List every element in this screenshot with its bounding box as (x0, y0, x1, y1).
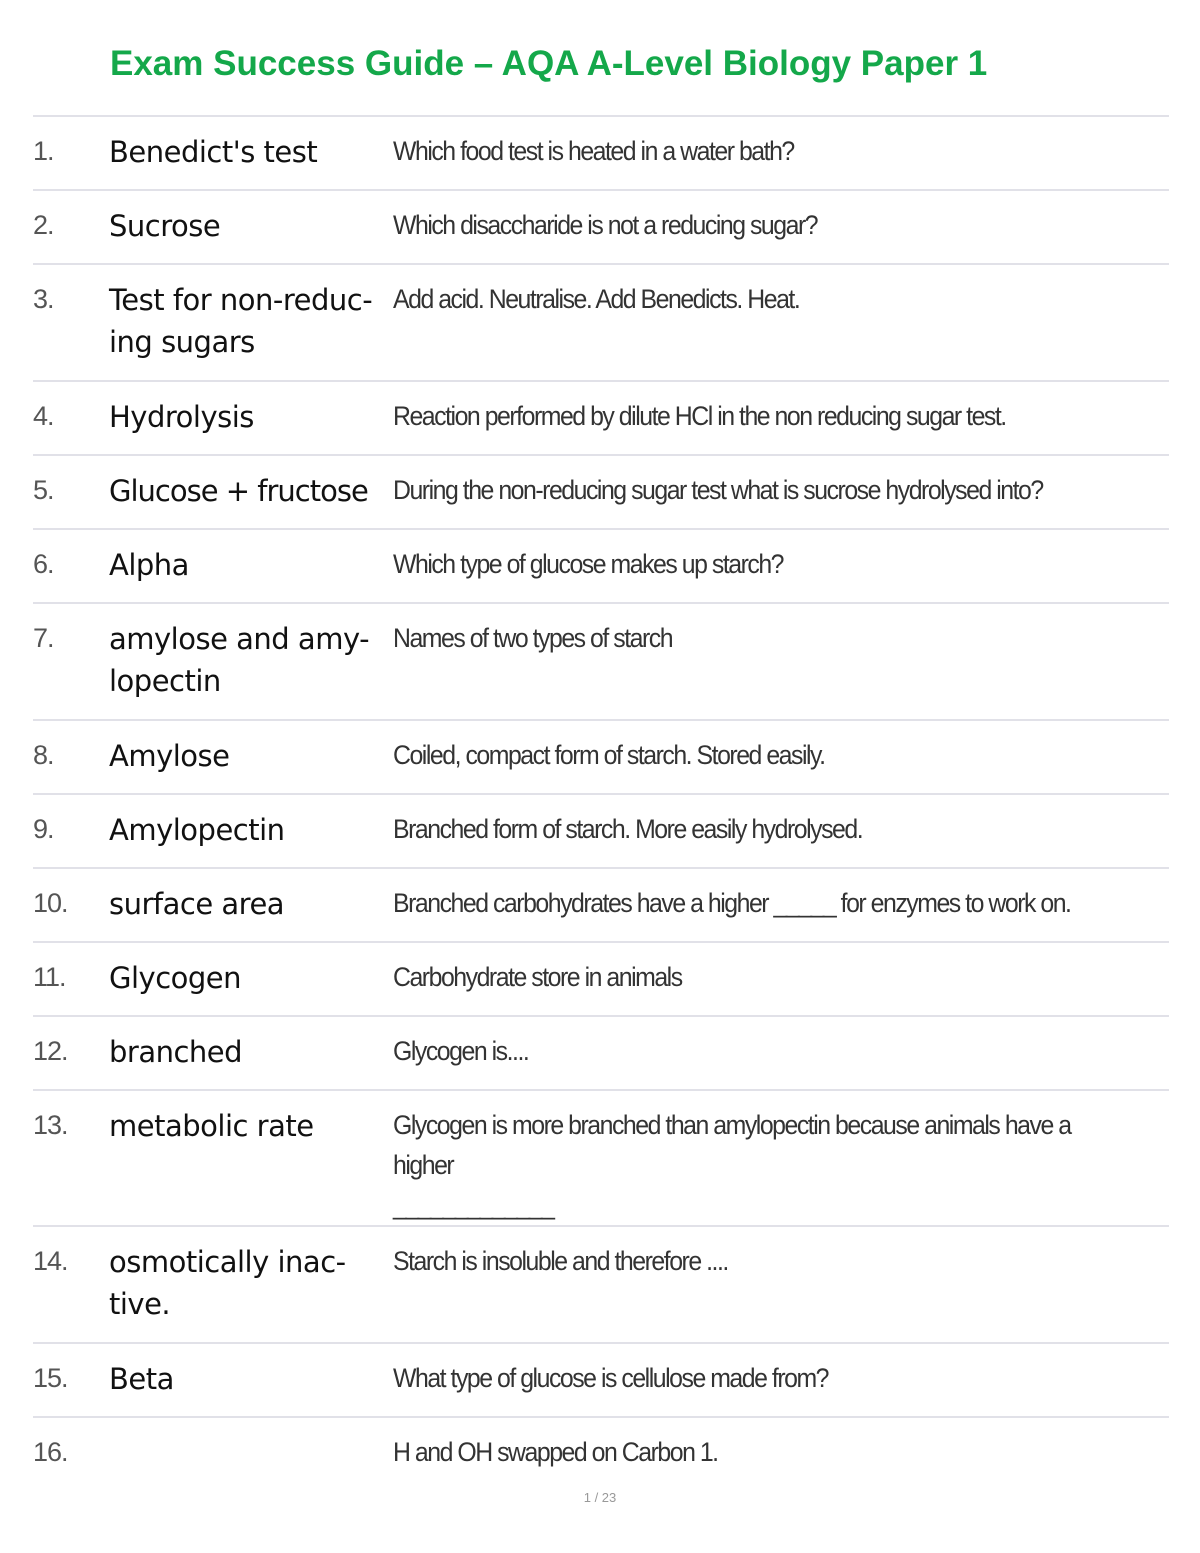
item-term: Hydrolysis (109, 400, 254, 434)
list-item (33, 1342, 1169, 1416)
list-item (33, 867, 1169, 941)
item-term: Amylose (109, 739, 230, 773)
item-number: 6. (33, 549, 54, 579)
item-term: Alpha (109, 548, 189, 582)
list-item (33, 189, 1169, 263)
item-term: Amylopectin (109, 813, 285, 847)
item-number: 10. (33, 888, 68, 918)
item-term: osmotically inac- tive. (109, 1245, 346, 1321)
item-definition: Carbohydrate store in animals (393, 962, 682, 992)
item-number: 8. (33, 740, 54, 770)
item-number: 14. (33, 1246, 68, 1276)
list-item (33, 1225, 1169, 1342)
item-definition: Glycogen is more branched than amylopectin because animals have a higher _____________ (393, 1110, 1071, 1220)
list-item (33, 1416, 1169, 1490)
list-item (33, 115, 1169, 189)
list-item (33, 528, 1169, 602)
item-term: amylose and amy- lopectin (109, 622, 370, 698)
item-definition: During the non-reducing sugar test what is sucrose hydrolysed into? (393, 475, 1043, 505)
item-term: Sucrose (109, 209, 221, 243)
item-number: 5. (33, 475, 54, 505)
item-number: 7. (33, 623, 54, 653)
list-item (33, 1015, 1169, 1089)
list-item (33, 454, 1169, 528)
item-number: 11. (33, 962, 66, 992)
item-definition: Branched form of starch. More easily hydrolysed. (393, 814, 863, 844)
list-item (33, 602, 1169, 719)
item-term: Glucose + fructose (109, 474, 368, 508)
item-number: 2. (33, 210, 54, 240)
item-definition: H and OH swapped on Carbon 1. (393, 1437, 718, 1467)
item-definition: Names of two types of starch (393, 623, 673, 653)
item-term: metabolic rate (109, 1109, 314, 1143)
item-definition: Glycogen is.... (393, 1036, 529, 1066)
list-item (33, 719, 1169, 793)
item-term: Benedict's test (109, 135, 318, 169)
page-number-indicator: 1 / 23 (583, 1490, 617, 1505)
item-number: 15. (33, 1363, 68, 1393)
item-definition: Which disaccharide is not a reducing sugar? (393, 210, 818, 240)
item-number: 9. (33, 814, 54, 844)
item-term: Test for non-reduc- ing sugars (109, 283, 373, 359)
item-definition: Branched carbohydrates have a higher _____ for enzymes to work on. (393, 888, 1071, 918)
item-term: Beta (109, 1362, 174, 1396)
item-definition: Which food test is heated in a water bath? (393, 136, 794, 166)
flashcard-list (33, 115, 1169, 1490)
list-item (33, 941, 1169, 1015)
item-definition: Add acid. Neutralise. Add Benedicts. Heat. (393, 284, 800, 314)
item-term: surface area (109, 887, 285, 921)
item-definition: Which type of glucose makes up starch? (393, 549, 784, 579)
list-item (33, 1089, 1169, 1225)
item-definition: Starch is insoluble and therefore .... (393, 1246, 728, 1276)
item-number: 13. (33, 1110, 68, 1140)
page-title: Exam Success Guide – AQA A-Level Biology Paper 1 (110, 44, 988, 83)
item-definition: Reaction performed by dilute HCl in the non reducing sugar test. (393, 401, 1006, 431)
item-definition: Coiled, compact form of starch. Stored easily. (393, 740, 825, 770)
item-term: branched (109, 1035, 243, 1069)
list-item (33, 793, 1169, 867)
item-number: 12. (33, 1036, 68, 1066)
item-number: 16. (33, 1437, 68, 1467)
item-number: 4. (33, 401, 54, 431)
item-term: Glycogen (109, 961, 242, 995)
list-item (33, 380, 1169, 454)
item-number: 3. (33, 284, 54, 314)
item-number: 1. (33, 136, 54, 166)
item-definition: What type of glucose is cellulose made from? (393, 1363, 829, 1393)
list-item (33, 263, 1169, 380)
